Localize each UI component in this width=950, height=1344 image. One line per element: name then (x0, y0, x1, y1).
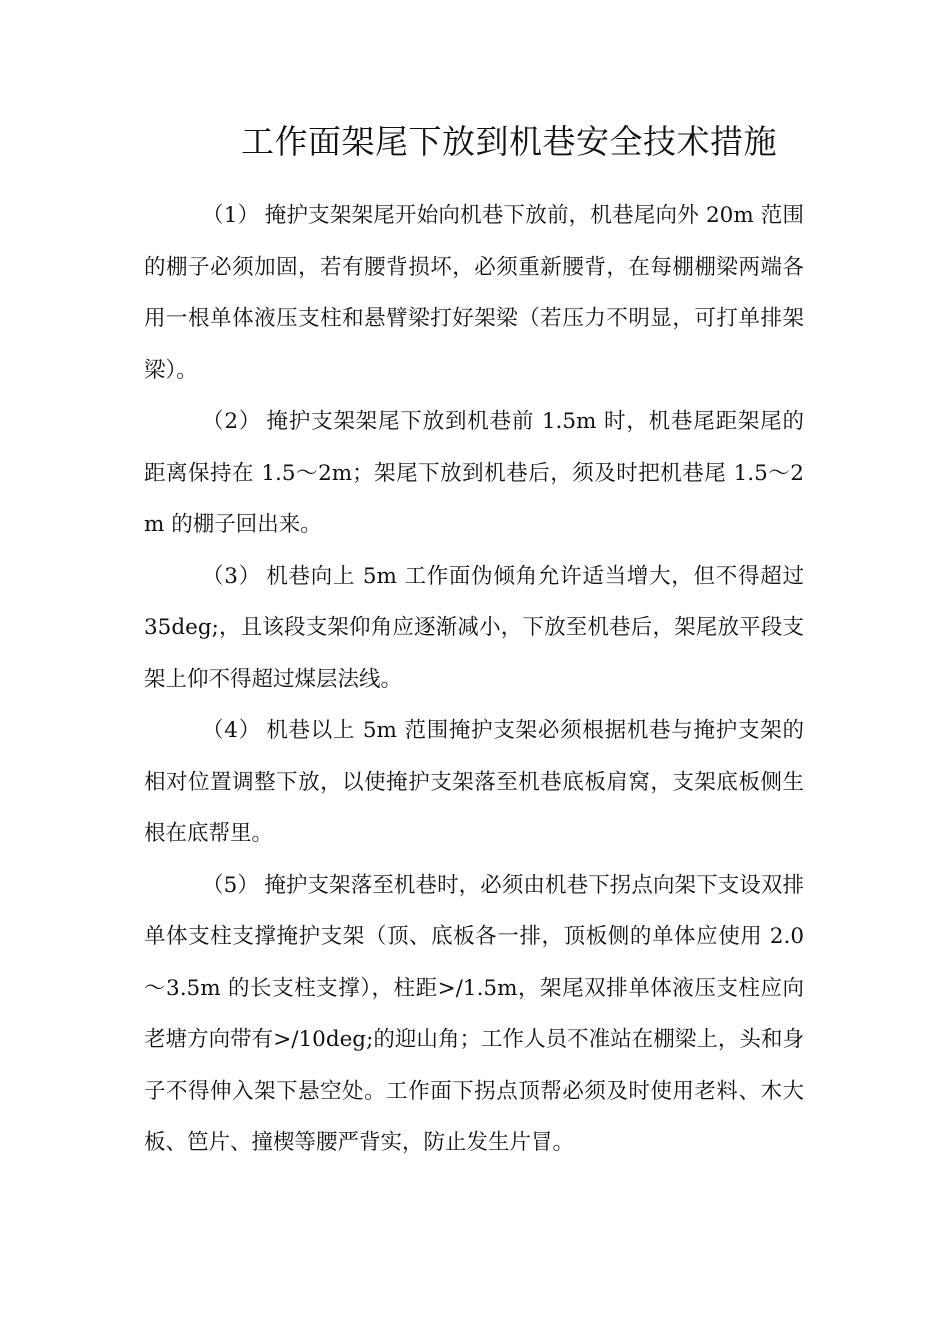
paragraph-4 (144, 705, 804, 860)
paragraph-text: 机巷向上 5m 工作面伪倾角允许适当增大，但不得超过 35deg;，且该段支架仰角应逐渐减小，下放至机巷后，架尾放平段支架上仰不得超过煤层法线。 (144, 563, 804, 692)
paragraph-text: 掩护支架架尾下放到机巷前 1.5m 时，机巷尾距架尾的距离保持在 1.5～2m；架尾下放到机巷后，须及时把机巷尾 1.5～2m 的棚子回出来。 (144, 409, 804, 537)
paragraph-number: （4） (202, 718, 261, 743)
paragraph-number: （3） (202, 563, 261, 589)
paragraph-5 (144, 860, 804, 1169)
paragraph-number: （2） (202, 409, 262, 434)
paragraph-number: （5） (202, 872, 259, 898)
paragraph-1 (144, 190, 804, 396)
paragraph-2 (144, 396, 804, 551)
paragraph-text: 机巷以上 5m 范围掩护支架必须根据机巷与掩护支架的相对位置调整下放，以使掩护支架落至机巷底板肩窝，支架底板侧生根在底帮里。 (144, 718, 804, 846)
paragraph-text: 掩护支架落至机巷时，必须由机巷下拐点向架下支设双排单体支柱支撑掩护支架（顶、底板各一排，顶板侧的单体应使用 2.0～3.5m 的长支柱支撑），柱距>/1.5m，架尾双排单体液压支柱应向老塘方向带有>/10deg;的迎山角；工作人员不准站在棚梁上，头和身子不得伸入架下悬空处。工作面下拐点顶帮必须及时使用老料、木大板、笆片、撞楔等腰严背实，防止发生片冒。 (144, 872, 804, 1155)
paragraph-3 (144, 551, 804, 706)
document-body (144, 190, 804, 1169)
paragraph-text: 掩护支架架尾开始向机巷下放前，机巷尾向外 20m 范围的棚子必须加固，若有腰背损坏，必须重新腰背，在每棚棚梁两端各用一根单体液压支柱和悬臂梁打好架梁（若压力不明显，可打单排架梁）。 (144, 203, 804, 383)
paragraph-number: （1） (202, 203, 260, 228)
document-title: 工作面架尾下放到机巷安全技术措施 (241, 122, 777, 161)
